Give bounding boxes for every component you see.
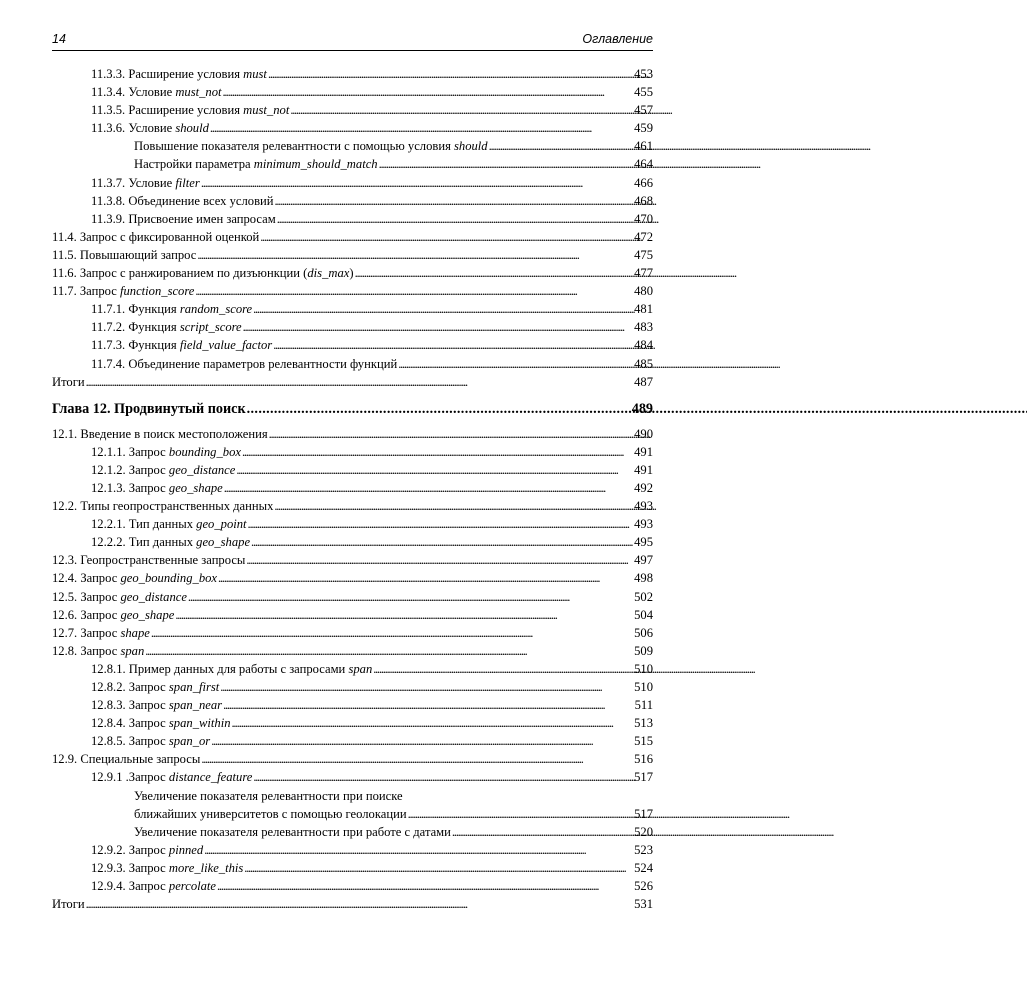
toc-entry-page: 502 [634, 589, 653, 604]
toc-entry-page: 513 [634, 716, 653, 731]
toc-entry-term: filter [175, 175, 200, 190]
dot-leader [236, 463, 633, 478]
toc-entry-title: 12.1.3. Запрос geo_shape [91, 480, 223, 495]
dot-leader [217, 879, 633, 894]
dot-leader [145, 644, 633, 659]
dot-leader [489, 139, 634, 154]
dot-leader [151, 626, 633, 641]
toc-entry-title: 12.6. Запрос geo_shape [52, 607, 175, 622]
toc-entry-page: 492 [634, 480, 653, 495]
toc-entry-term: field_value_factor [179, 338, 273, 353]
dot-leader [204, 843, 633, 858]
toc-entry[interactable] [52, 139, 653, 157]
toc-entry-term: script_score [179, 320, 242, 335]
toc-entry-term: percolate [168, 879, 216, 894]
toc-entry-title: 12.9.2. Запрос pinned [91, 842, 204, 857]
toc-entry-page: 485 [634, 356, 653, 371]
dot-leader [253, 770, 633, 785]
toc-entry-page: 520 [634, 824, 653, 839]
toc-entry[interactable] [52, 157, 653, 175]
toc-entry-title: 11.3.4. Условие must_not [91, 85, 222, 100]
toc-entry-page: 475 [634, 247, 653, 262]
toc-entry-page: 531 [634, 897, 653, 912]
toc-entry[interactable] [52, 103, 653, 121]
toc-entry-page: 517 [634, 770, 653, 785]
toc-entry-term: geo_shape [120, 607, 175, 622]
toc-entry-title: Глава 12. Продвинутый поиск [52, 400, 246, 417]
dot-leader [195, 284, 633, 299]
toc-entry-page: 498 [634, 571, 653, 586]
toc-entry-page: 515 [634, 734, 653, 749]
toc-entry[interactable] [52, 752, 653, 770]
toc-entry[interactable] [52, 194, 653, 212]
toc-entry-page: 472 [634, 229, 653, 244]
running-title: Оглавление [582, 32, 653, 46]
dot-leader [251, 535, 633, 550]
dot-leader [86, 897, 633, 912]
toc-entry[interactable] [52, 553, 653, 571]
toc-entry-title: 12.8. Запрос span [52, 643, 145, 658]
dot-leader [211, 734, 633, 749]
toc-entry-term: minimum_should_match [253, 157, 378, 172]
dot-leader [290, 103, 633, 118]
dot-leader [273, 338, 633, 353]
dot-leader [197, 248, 633, 263]
toc-entry-title: Повышение показателя релевантности с помощью условия should [134, 139, 488, 154]
toc-entry[interactable] [52, 248, 653, 266]
dot-leader [408, 807, 634, 822]
toc-entry-title: 11.3.3. Расширение условия must [91, 67, 267, 81]
dot-leader [248, 517, 634, 532]
toc-entry-page: 524 [634, 860, 653, 875]
toc-entry-title: 11.7. Запрос function_score [52, 284, 195, 299]
toc-entry-term: pinned [168, 842, 204, 857]
toc-entry-page: 497 [634, 553, 653, 568]
toc-entry-title: 12.8.1. Пример данных для работы с запросами span [91, 661, 373, 676]
toc-entry-title: 12.1. Введение в поиск местоположения [52, 426, 268, 441]
toc-entry[interactable] [52, 121, 653, 139]
toc-entry-page: 466 [634, 175, 653, 190]
dot-leader [247, 401, 631, 418]
toc-entry-title: Увеличение показателя релевантности при работе с датами [134, 824, 451, 839]
toc-entry-page: 461 [634, 139, 653, 154]
toc-entry[interactable] [52, 626, 653, 644]
toc-entry-page: 477 [634, 266, 653, 281]
toc-entry[interactable] [52, 212, 653, 230]
toc-entry-title: 11.7.3. Функция field_value_factor [91, 338, 273, 353]
toc-entry-page: 523 [634, 842, 653, 857]
page-number: 14 [52, 32, 66, 46]
toc-entry-page: 491 [634, 462, 653, 477]
dot-leader [244, 861, 633, 876]
toc-entry-term: geo_point [196, 517, 247, 532]
toc-entry[interactable] [52, 375, 653, 393]
dot-leader [246, 553, 633, 568]
toc-entry-page: 493 [634, 499, 653, 514]
toc-entry[interactable] [52, 680, 653, 698]
toc-entry-title: 12.3. Геопространственные запросы [52, 553, 246, 568]
toc-entry-term: span_near [168, 698, 223, 713]
toc-entry-term: should [175, 121, 209, 136]
toc-entry-title: 12.5. Запрос geo_distance [52, 589, 187, 604]
toc-entry-title: 11.7.2. Функция script_score [91, 320, 242, 335]
toc-entry-page: 504 [634, 607, 653, 622]
dot-leader [269, 427, 634, 442]
toc-entry-title: 11.3.7. Условие filter [91, 175, 200, 190]
toc-entry-term: distance_feature [168, 770, 253, 785]
toc-entry-title: 11.6. Запрос с ранжированием по дизъюнкции (dis_max) [52, 266, 354, 281]
dot-leader [218, 571, 633, 586]
toc-entry-page: 470 [634, 211, 653, 226]
dot-leader [253, 302, 633, 317]
toc-entry-page: 510 [634, 680, 653, 694]
toc-entry-page: 459 [634, 121, 653, 136]
dot-leader [223, 85, 634, 100]
toc-chapter-entry[interactable] [52, 401, 653, 423]
toc-entry-term: must [243, 67, 267, 81]
toc-entry[interactable] [52, 662, 653, 680]
toc-entry-title: Настройки параметра minimum_should_match [134, 157, 378, 172]
toc-entry[interactable] [52, 843, 653, 861]
toc-entry[interactable] [52, 67, 653, 85]
dot-leader [201, 752, 633, 767]
toc-entry[interactable] [52, 535, 653, 553]
dot-leader [175, 608, 633, 623]
toc-entry-title: 11.3.6. Условие should [91, 121, 209, 136]
toc-entry-title: 11.7.1. Функция random_score [91, 302, 253, 317]
dot-leader [210, 121, 633, 136]
toc-entry-term: more_like_this [168, 860, 244, 875]
toc-entry-page: 495 [634, 535, 653, 550]
toc-entry-term: geo_bounding_box [120, 571, 218, 586]
toc-entry-title: 12.2. Типы геопространственных данных [52, 499, 274, 514]
dot-leader [260, 230, 633, 245]
toc-entry-page: 491 [634, 444, 653, 459]
toc-entry[interactable] [52, 571, 653, 589]
toc-entry-page: 511 [634, 698, 653, 713]
toc-entry[interactable] [52, 517, 653, 535]
dot-leader [275, 194, 634, 209]
toc-entry[interactable] [52, 716, 653, 734]
toc-entry-title: 11.7.4. Объединение параметров релевантности функций [91, 356, 398, 371]
toc-entry-page: 487 [634, 374, 653, 389]
toc-entry-term: geo_shape [196, 535, 251, 550]
toc-entry-page: 468 [634, 193, 653, 208]
toc-entry-title: Итоги [52, 897, 85, 912]
toc-entry[interactable] [52, 825, 653, 843]
toc-entry-page: 509 [634, 643, 653, 658]
toc-entry-title: 11.5. Повышающий запрос [52, 247, 197, 262]
toc-entry[interactable] [52, 320, 653, 338]
toc-entry-page: 484 [634, 338, 653, 353]
toc-entry-page: 516 [634, 752, 653, 767]
dot-leader [268, 67, 633, 82]
toc-entry[interactable] [52, 789, 653, 807]
toc-entry[interactable] [52, 481, 653, 499]
toc-entry-page: 490 [634, 426, 653, 441]
toc-entry-page: 510 [634, 661, 653, 676]
toc-entry-term: shape [120, 625, 150, 640]
toc-entry[interactable] [52, 463, 653, 481]
dot-leader [224, 481, 633, 496]
toc-entry-term: span [120, 643, 145, 658]
toc-entry-title: 12.8.2. Запрос span_first [91, 680, 220, 694]
dot-leader [452, 825, 633, 840]
toc-entry-term: dis_max [307, 266, 350, 281]
dot-leader [277, 212, 633, 227]
toc-entry-page: 453 [634, 67, 653, 81]
toc-entry-term: span_within [168, 716, 231, 731]
toc-entry-term: geo_distance [168, 462, 236, 477]
toc-entry-term: span [348, 661, 373, 676]
toc-entry-term: span_first [168, 680, 220, 694]
dot-leader [379, 157, 634, 172]
toc-entry-page: 481 [634, 302, 653, 317]
toc-entry[interactable] [52, 85, 653, 103]
dot-leader [398, 357, 633, 372]
toc-entry[interactable] [52, 608, 653, 626]
dot-leader [355, 266, 634, 281]
toc-entry-title: 12.9.3. Запрос more_like_this [91, 860, 244, 875]
toc-entry-title: 12.1.2. Запрос geo_distance [91, 462, 236, 477]
dot-leader [201, 176, 633, 191]
table-of-contents [52, 67, 653, 915]
dot-leader [243, 320, 633, 335]
toc-entry-page: 493 [634, 517, 653, 532]
toc-entry-term: random_score [179, 302, 253, 317]
dot-leader [220, 680, 633, 695]
toc-entry-title: 12.8.5. Запрос span_or [91, 734, 211, 749]
toc-entry[interactable] [52, 427, 653, 445]
toc-entry-term: geo_distance [120, 589, 187, 604]
toc-entry-title: 12.9.4. Запрос percolate [91, 879, 216, 894]
toc-entry[interactable] [52, 698, 653, 716]
toc-entry-title: 12.9.1 .Запрос distance_feature [91, 770, 253, 785]
toc-entry[interactable] [52, 879, 653, 897]
toc-entry-page: 506 [634, 625, 653, 640]
toc-entry[interactable] [52, 176, 653, 194]
dot-leader [86, 375, 633, 390]
toc-entry-title: 11.3.8. Объединение всех условий [91, 193, 274, 208]
toc-entry[interactable] [52, 338, 653, 356]
toc-entry[interactable] [52, 445, 653, 463]
toc-entry[interactable] [52, 734, 653, 752]
toc-entry-term: bounding_box [168, 444, 241, 459]
toc-entry[interactable] [52, 284, 653, 302]
page-header [52, 30, 653, 51]
toc-entry-page: 480 [634, 284, 653, 299]
toc-entry[interactable] [52, 590, 653, 608]
toc-entry-title: 12.2.1. Тип данных geo_point [91, 517, 247, 532]
toc-entry[interactable] [52, 499, 653, 517]
toc-entry[interactable] [52, 807, 653, 825]
toc-entry-page: 464 [634, 157, 653, 172]
toc-entry-title: 11.3.9. Присвоение имен запросам [91, 211, 276, 226]
toc-entry-term: must_not [243, 103, 290, 118]
toc-entry-title: 12.9. Специальные запросы [52, 752, 201, 767]
dot-leader [373, 662, 633, 677]
toc-entry[interactable] [52, 230, 653, 248]
dot-leader [188, 590, 633, 605]
toc-entry[interactable] [52, 302, 653, 320]
toc-entry[interactable] [52, 266, 653, 284]
toc-entry-title: 11.3.5. Расширение условия must_not [91, 103, 290, 118]
toc-entry-term: should [454, 139, 488, 154]
toc-entry[interactable] [52, 861, 653, 879]
toc-entry-title: 12.4. Запрос geo_bounding_box [52, 571, 218, 586]
toc-entry-title: 12.8.4. Запрос span_within [91, 716, 231, 731]
toc-entry-page: 526 [634, 879, 653, 894]
toc-entry-page: 457 [634, 103, 653, 118]
toc-entry-term: span_or [168, 734, 211, 749]
toc-entry-title: 12.8.3. Запрос span_near [91, 698, 223, 713]
toc-entry-title: 12.1.1. Запрос bounding_box [91, 444, 241, 459]
toc-entry[interactable] [52, 770, 653, 788]
toc-entry-term: geo_shape [168, 480, 223, 495]
toc-entry-page: 455 [634, 85, 653, 100]
toc-entry-title: 11.4. Запрос с фиксированной оценкой [52, 229, 260, 244]
dot-leader [242, 445, 633, 460]
toc-entry-term: function_score [120, 284, 195, 299]
toc-entry-title: Итоги [52, 374, 85, 389]
toc-entry[interactable] [52, 357, 653, 375]
toc-entry-title: ближайших университетов с помощью геолокации [134, 806, 407, 821]
toc-entry-term: must_not [175, 85, 222, 100]
toc-entry[interactable] [52, 644, 653, 662]
toc-entry-page: 483 [634, 320, 653, 335]
dot-leader [223, 698, 633, 713]
toc-entry-page: 517 [634, 806, 653, 821]
toc-entry-title: 12.2.2. Тип данных geo_shape [91, 535, 251, 550]
toc-entry-page: 489 [631, 400, 653, 417]
toc-entry[interactable] [52, 897, 653, 915]
dot-leader [232, 716, 634, 731]
dot-leader [274, 499, 633, 514]
toc-entry-title: Увеличение показателя релевантности при поиске [134, 788, 403, 803]
toc-entry-title: 12.7. Запрос shape [52, 625, 150, 640]
